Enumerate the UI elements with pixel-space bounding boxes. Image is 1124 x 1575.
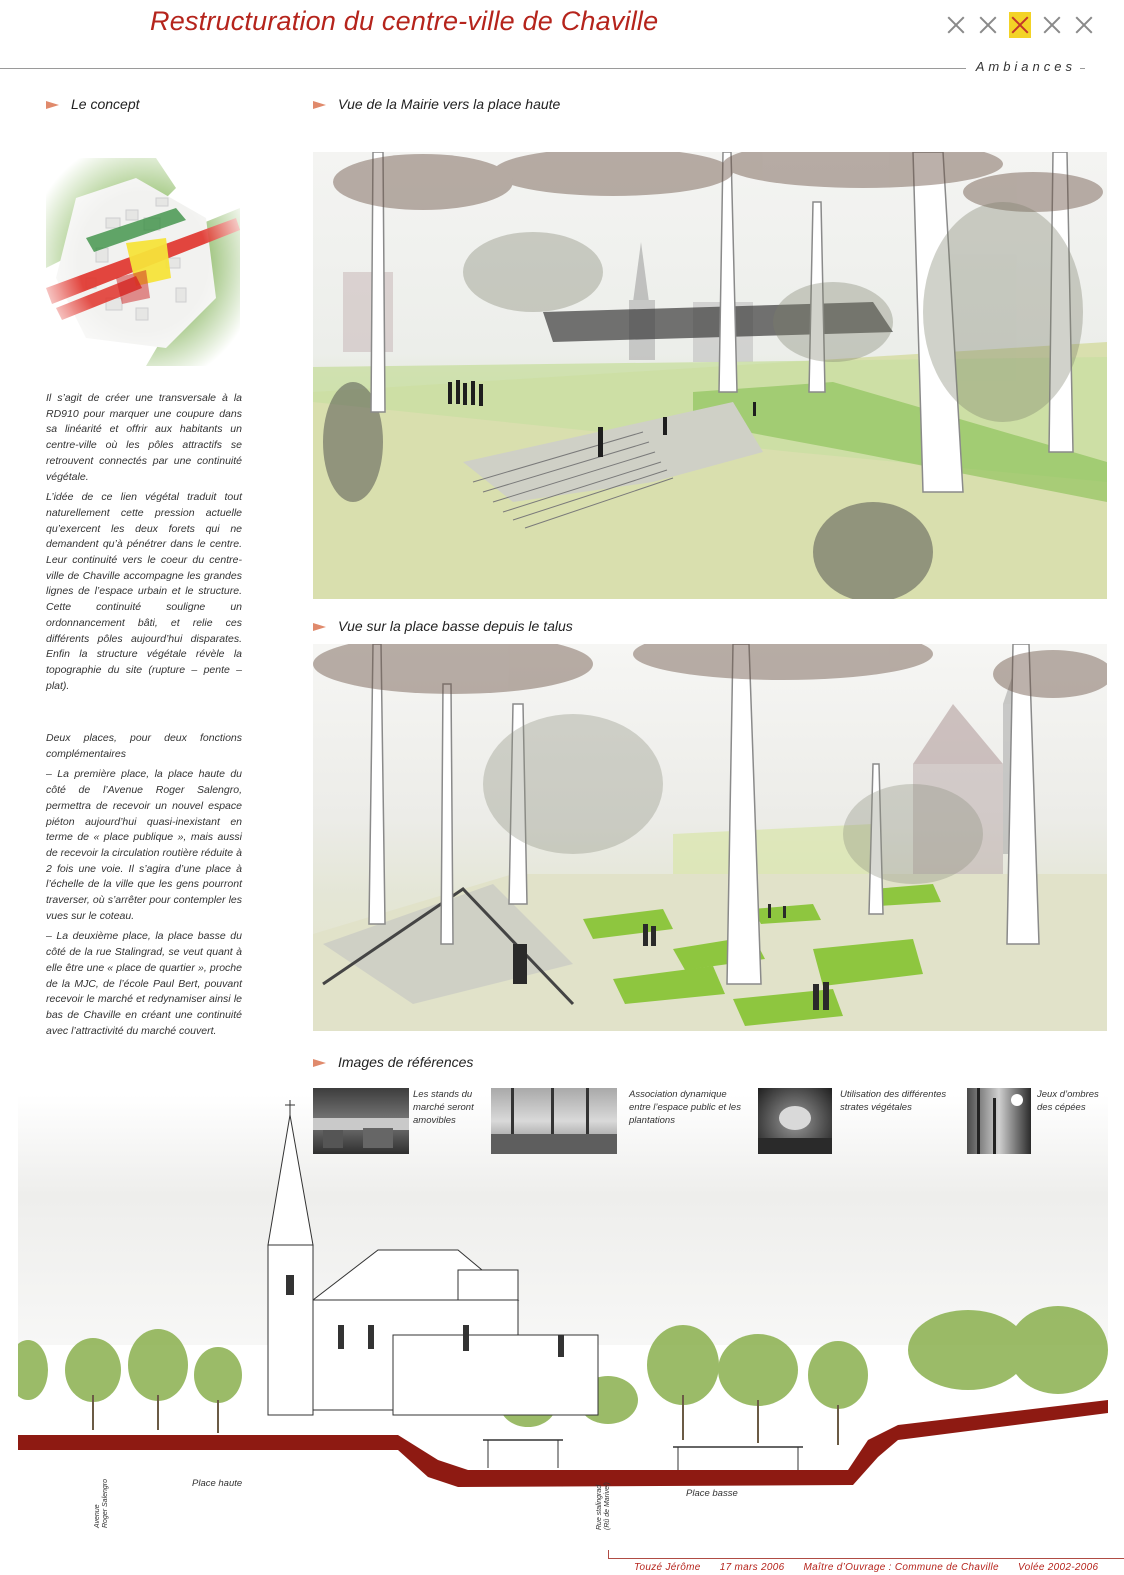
references-heading-text: Images de références bbox=[338, 1054, 474, 1070]
view1-heading-text: Vue de la Mairie vers la place haute bbox=[338, 96, 561, 112]
places-text bbox=[46, 731, 242, 1044]
reference-caption: Utilisation des différentes strates végétales bbox=[840, 1089, 947, 1113]
avenue-label bbox=[94, 1479, 110, 1528]
concept-text bbox=[46, 391, 242, 699]
concept-paragraph: L’idée de ce lien végétal traduit tout naturellement cette pression actuelle qu’exercent les deux forets qui ne demandent qu’à pénétrer dans le centre. Leur continuité vers le coeur du centre-ville de Chaville accompagne les grandes lignes de l’espace urbain et le structure. Cette continuité souligne un ordonnancement bâti, et relie ces différents pôles aujourd’hui disparates. Enfin la structure végétale révèle la topographie du site (rupture – pente – plat). bbox=[46, 491, 242, 692]
rue-label-line: Rue stalingrad bbox=[596, 1484, 603, 1530]
view2-drawing bbox=[313, 644, 1107, 1031]
market-photo-drawing bbox=[313, 1088, 409, 1154]
arrow-icon bbox=[313, 1059, 326, 1067]
place-basse-label: Place basse bbox=[686, 1488, 738, 1499]
section-tag: Ambiances bbox=[966, 59, 1080, 74]
rue-label-line: (Rû de Marivel) bbox=[604, 1482, 611, 1530]
concept-paragraph: Il s’agit de créer une transversale à la RD910 pour marquer une coupure dans sa linéarité et offrir aux habitants un centre-ville où les pôles attractifs se retrouvent connectés par une continuité végétale. bbox=[46, 392, 242, 483]
strates-photo-drawing bbox=[758, 1088, 832, 1154]
cross-icon bbox=[945, 12, 967, 38]
view1-image bbox=[313, 152, 1107, 599]
footer-author: Touzé Jérôme bbox=[634, 1562, 701, 1573]
reference-caption: Jeux d’ombres des cépées bbox=[1037, 1089, 1099, 1113]
cepees-photo-drawing bbox=[967, 1088, 1031, 1154]
avenue-label-line: Roger Salengro bbox=[102, 1478, 109, 1528]
place-haute-label: Place haute bbox=[192, 1478, 243, 1489]
arrow-icon bbox=[313, 101, 326, 109]
footer-client: Maître d’Ouvrage : Commune de Chaville bbox=[803, 1562, 999, 1573]
avenue-label-line: Avenue bbox=[94, 1504, 101, 1528]
phase-indicator bbox=[945, 12, 1105, 38]
section-drawing bbox=[18, 1095, 1108, 1505]
concept-heading-text: Le concept bbox=[71, 96, 140, 112]
concept-heading bbox=[46, 96, 140, 112]
concept-map bbox=[46, 158, 240, 366]
footer-rule bbox=[608, 1558, 1124, 1559]
footer bbox=[634, 1562, 1114, 1573]
view2-heading-text: Vue sur la place basse depuis le talus bbox=[338, 618, 573, 634]
view2-image bbox=[313, 644, 1107, 1031]
cross-icon bbox=[1073, 12, 1095, 38]
view1-heading bbox=[313, 96, 560, 112]
footer-promo: Volée 2002-2006 bbox=[1018, 1562, 1099, 1573]
reference-photo-market bbox=[313, 1088, 409, 1154]
reference-caption: Les stands du marché seront amovibles bbox=[413, 1089, 474, 1126]
places-paragraph: – La première place, la place haute du côté de l’Avenue Roger Salengro, permettra de recevoir un nouvel espace piéton aujourd’hui quasi-inexistant en terme de « place publique », mais aussi de recevoir la circulation routière réduite à 2 fois une voie. Il s’agira d’une place à l’échelle de la ville que les gens pourront traverser, où s’arrêter pour contempler les vues sur le coteau. bbox=[46, 768, 242, 922]
cross-icon-active bbox=[1009, 12, 1031, 38]
footer-date: 17 mars 2006 bbox=[719, 1562, 785, 1573]
page-title: Restructuration du centre-ville de Chaville bbox=[150, 6, 659, 36]
rue-label bbox=[596, 1482, 612, 1530]
cross-icon bbox=[977, 12, 999, 38]
references-heading bbox=[313, 1054, 473, 1070]
view1-drawing bbox=[313, 152, 1107, 599]
concept-map-drawing bbox=[46, 158, 240, 366]
reference-photo-strates bbox=[758, 1088, 832, 1154]
reference-caption: Association dynamique entre l’espace public et les plantations bbox=[629, 1089, 741, 1126]
reference-photo-plantations bbox=[491, 1088, 617, 1154]
places-paragraph: – La deuxième place, la place basse du côté de la rue Stalingrad, se veut quant à elle être une « place de quartier », proche de la MJC, de l’école Paul Bert, pouvant recevoir le marché et redynamiser ainsi le bas de Chaville en créant une continuité avec l’attractivité du marché couvert. bbox=[46, 930, 242, 1037]
cross-icon bbox=[1041, 12, 1063, 38]
plantations-photo-drawing bbox=[491, 1088, 617, 1154]
arrow-icon bbox=[313, 623, 326, 631]
reference-photo-cepees bbox=[967, 1088, 1031, 1154]
places-paragraph: Deux places, pour deux fonctions complémentaires bbox=[46, 732, 242, 760]
arrow-icon bbox=[46, 101, 59, 109]
view2-heading bbox=[313, 618, 573, 634]
header-rule bbox=[0, 68, 1085, 69]
section-elevation bbox=[18, 1095, 1108, 1505]
